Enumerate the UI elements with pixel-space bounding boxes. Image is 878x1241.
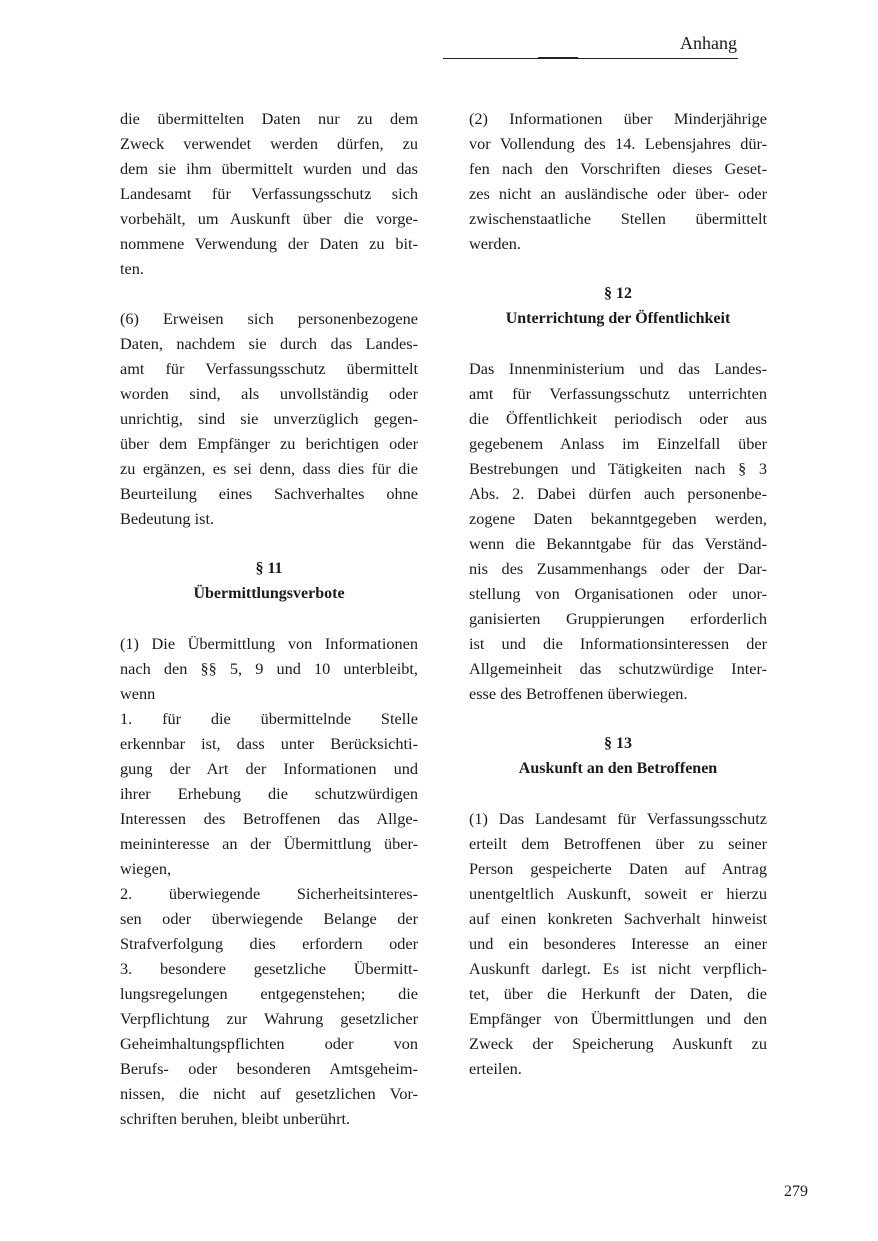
text-line: Verpflichtung zur Wahrung gesetzlicher	[120, 1009, 418, 1028]
text-line: gung der Art der Informationen und	[120, 759, 418, 778]
text-line: (2) Informationen über Minderjährige	[469, 109, 767, 128]
text-line: vor Vollendung des 14. Lebensjahres dür-	[469, 134, 767, 153]
paragraph-continued	[120, 106, 418, 281]
text-line: 2. überwiegende Sicherheitsinteres-	[120, 884, 418, 903]
text-line: esse des Betroffenen überwiegen.	[469, 684, 688, 703]
section-12-number: § 12	[604, 285, 632, 302]
text-line: nach den §§ 5, 9 und 10 unterbleibt,	[120, 659, 418, 678]
text-line: amt für Verfassungsschutz unterrichten	[469, 384, 767, 403]
text-line: Strafverfolgung dies erfordern oder	[120, 934, 418, 953]
text-line: erkennbar ist, dass unter Berücksichti-	[120, 734, 418, 753]
text-line: Interessen des Betroffenen das Allge-	[120, 809, 418, 828]
text-line: zu ergänzen, es sei denn, dass dies für die	[120, 459, 418, 478]
text-line: die übermittelten Daten nur zu dem	[120, 109, 418, 128]
header-rule-accent	[538, 57, 578, 59]
text-line: (1) Die Übermittlung von Informationen	[120, 634, 418, 653]
text-line: (1) Das Landesamt für Verfassungsschutz	[469, 809, 767, 828]
text-line: 1. für die übermittelnde Stelle	[120, 709, 418, 728]
text-line: gegebenem Anlass im Einzelfall über	[469, 434, 767, 453]
text-line: zogene Daten bekanntgegeben werden,	[469, 509, 767, 528]
text-line: ten.	[120, 259, 144, 278]
text-line: Zweck der Speicherung Auskunft zu	[469, 1034, 767, 1053]
text-line: stellung von Organisationen oder unor-	[469, 584, 767, 603]
text-line: Geheimhaltungspflichten oder von	[120, 1034, 418, 1053]
text-line: ganisierten Gruppierungen erforderlich	[469, 609, 767, 628]
running-header: Anhang	[680, 33, 737, 53]
text-line: Zweck verwendet werden dürfen, zu	[120, 134, 418, 153]
text-line: zes nicht an ausländische oder über- oder	[469, 184, 767, 203]
paragraph-12	[469, 356, 767, 706]
text-line: tet, über die Herkunft der Daten, die	[469, 984, 767, 1003]
left-column	[120, 106, 418, 1131]
text-line: nommene Verwendung der Daten zu bit-	[120, 234, 418, 253]
text-line: Bedeutung ist.	[120, 509, 215, 528]
text-line: dem sie ihm übermittelt wurden und das	[120, 159, 418, 178]
page-number: 279	[784, 1183, 808, 1200]
header-rule	[443, 58, 738, 59]
text-line: Das Innenministerium und das Landes-	[469, 359, 767, 378]
text-line: ist und die Informationsinteressen der	[469, 634, 767, 653]
text-line: Empfänger von Übermittlungen und den	[469, 1009, 767, 1028]
section-13-title: Auskunft an den Betroffenen	[518, 760, 718, 777]
text-line: Auskunft darlegt. Es ist nicht verpflich-	[469, 959, 767, 978]
text-line: amt für Verfassungsschutz übermittelt	[120, 359, 418, 378]
text-line: auf einen konkreten Sachverhalt hinweist	[469, 909, 767, 928]
text-line: die Öffentlichkeit periodisch oder aus	[469, 409, 767, 428]
text-line: ihrer Erhebung die schutzwürdigen	[120, 784, 418, 803]
paragraph-13-1	[469, 806, 767, 1081]
text-line: nis des Zusammenhangs oder der Dar-	[469, 559, 767, 578]
text-line: (6) Erweisen sich personenbezogene	[120, 309, 418, 328]
text-line: werden.	[469, 234, 521, 253]
text-line: Berufs- oder besonderen Amtsgeheim-	[120, 1059, 418, 1078]
section-13-number: § 13	[604, 735, 632, 752]
text-line: 3. besondere gesetzliche Übermitt-	[120, 959, 418, 978]
section-11-title: Übermittlungsverbote	[193, 585, 345, 602]
text-line: meininteresse an der Übermittlung über-	[120, 834, 418, 853]
text-line: erteilen.	[469, 1059, 522, 1078]
text-line: schriften beruhen, bleibt unberührt.	[120, 1109, 351, 1128]
text-line: unrichtig, sind sie unverzüglich gegen-	[120, 409, 418, 428]
text-line: über dem Empfänger zu berichtigen oder	[120, 434, 418, 453]
text-line: Abs. 2. Dabei dürfen auch personenbe-	[469, 484, 767, 503]
text-line: unentgeltlich Auskunft, soweit er hierzu	[469, 884, 767, 903]
text-line: nissen, die nicht auf gesetzlichen Vor-	[120, 1084, 418, 1103]
text-line: Beurteilung eines Sachverhaltes ohne	[120, 484, 418, 503]
text-line: vorbehält, um Auskunft über die vorge-	[120, 209, 418, 228]
text-line: erteilt dem Betroffenen über zu seiner	[469, 834, 767, 853]
text-line: fen nach den Vorschriften dieses Geset-	[469, 159, 767, 178]
text-line: Bestrebungen und Tätigkeiten nach § 3	[469, 459, 767, 478]
text-line: Landesamt für Verfassungsschutz sich	[120, 184, 418, 203]
paragraph-2	[469, 106, 767, 256]
paragraph-11-1	[120, 631, 418, 1131]
text-line: wiegen,	[120, 859, 172, 878]
text-line: sen oder überwiegende Belange der	[120, 909, 418, 928]
text-line: zwischenstaatliche Stellen übermittelt	[469, 209, 767, 228]
text-line: wenn die Bekanntgabe für das Verständ-	[469, 534, 767, 553]
section-12-title: Unterrichtung der Öffentlichkeit	[505, 310, 731, 327]
text-line: und ein besonderes Interesse an einer	[469, 934, 767, 953]
text-line: worden sind, als unvollständig oder	[120, 384, 418, 403]
text-line: Person gespeicherte Daten auf Antrag	[469, 859, 767, 878]
text-line: lungsregelungen entgegenstehen; die	[120, 984, 418, 1003]
text-line: Allgemeinheit das schutzwürdige Inter-	[469, 659, 767, 678]
text-line: Daten, nachdem sie durch das Landes-	[120, 334, 418, 353]
text-line: wenn	[120, 684, 156, 703]
right-column	[469, 106, 767, 1081]
section-11-number: § 11	[255, 560, 283, 577]
paragraph-6	[120, 306, 418, 531]
